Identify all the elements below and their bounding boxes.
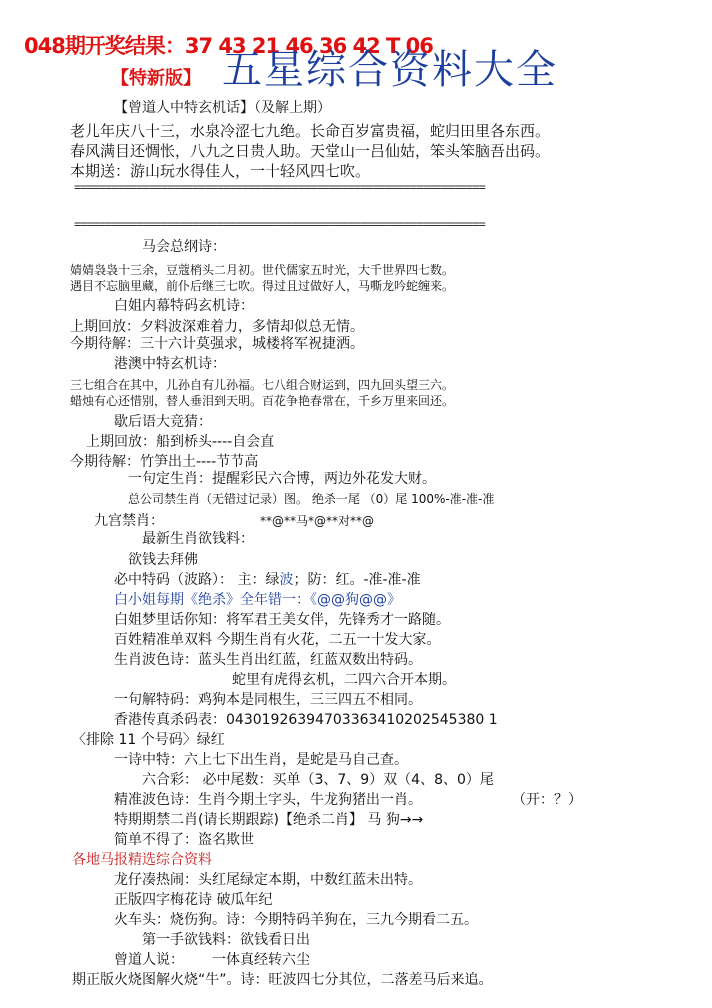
poem-line: 婧婧袅袅十三余，豆蔻梢头二月初。世代儒家五时光，大千世界四七数。	[70, 263, 455, 277]
text-line: 九宫禁肖：	[94, 513, 164, 529]
section-heading: 白姐内幕特码玄机诗：	[114, 298, 254, 314]
section-heading: 最新生肖欲钱料：	[142, 531, 254, 547]
edition-label: 【特新版】	[111, 68, 201, 89]
text-line	[114, 573, 421, 587]
poem-line: 本期送：游山玩水得佳人，一十轻风四七吹。	[70, 162, 371, 180]
text-line: 一句解特码：鸡狗本是同根生，三三四五不相同。	[114, 692, 422, 708]
text-line: 生肖波色诗：蓝头生肖出红蓝，红蓝双数出特码。	[114, 652, 422, 668]
text-line: 特期期禁二肖(请长期跟踪)【绝杀二肖】 马 狗→→	[114, 812, 424, 828]
text-line: 香港传真杀码表：04301926394703363410202545380 1	[114, 712, 498, 728]
text-line: （开：？）	[512, 792, 582, 808]
text-line: 一体真经转六尘	[212, 952, 310, 968]
section-heading: 歇后语大竞猜：	[114, 414, 212, 430]
section-heading: 【曾道人中特玄机话】（及解上期）	[114, 100, 331, 116]
poem-line: 遇目不忘脑里藏，前仆后继三七吹。得过且过做好人，马嘶龙吟蛇缠来。	[70, 279, 455, 293]
section-heading: 各地马报精选综合资料	[72, 852, 212, 868]
text-line: 期正版火烧图解火烧“牛”。诗：旺波四七分其位，二落差马后来追。	[72, 972, 493, 988]
text-line: 白小姐每期《绝杀》全年错一：《@@狗@@》	[114, 592, 401, 608]
text-line: 欲钱去拜佛	[128, 552, 198, 568]
text-line: 简单不得了：盗名欺世	[114, 832, 254, 848]
poem-line: 春风满目还惆怅，八九之日贵人助。天堂山一吕仙姑，笨头笨脑吾出码。	[70, 142, 551, 160]
poem-line: 三七组合在其中，儿孙自有儿孙福。七八组合财运到，四九回头望三六。	[70, 378, 455, 392]
poem-line: 老儿年庆八十三，水泉冷涩七九绝。长命百岁富贵福，蛇归田里各东西。	[70, 122, 551, 140]
text-line: 曾道人说：	[114, 952, 184, 968]
text-line: 龙仔凑热闹：头红尾绿定本期，中数红蓝未出特。	[114, 872, 422, 888]
text-line: 第一手欲钱料：欲钱看日出	[142, 932, 310, 948]
section-heading: 马会总纲诗：	[142, 239, 226, 255]
text-line: 今期待解：竹笋出土----节节高	[70, 454, 259, 470]
text-fragment: 波	[279, 572, 294, 588]
page-title: 五星综合资料大全	[222, 47, 558, 93]
separator: ==================================================================	[74, 218, 485, 230]
text-line: 总公司禁生肖（无错过记录）图。 绝杀一尾 （0）尾 100%-准-准-准	[128, 492, 495, 506]
text-line: 今期待解：三十六计莫强求，城楼将军祝捷洒。	[70, 336, 364, 352]
text-line: 蛇里有虎得玄机，二四六合开本期。	[232, 672, 456, 688]
text-line: 一句定生肖：提醒彩民六合博，两边外花发大财。	[128, 471, 436, 487]
draw-result-banner: 048期开奖结果：37 43 21 46 36 42 T 06	[24, 34, 433, 58]
text-line: 上期回放：夕料波深难着力，多情却似总无情。	[70, 319, 364, 335]
text-line: 一诗中特：六上七下出生肖，是蛇是马自己查。	[114, 752, 408, 768]
text-line: 六合彩： 必中尾数：买单（3、7、9）双（4、8、0）尾	[142, 772, 494, 788]
text-line: 白姐梦里话你知：将军君王美女伴，先锋秀才一路随。	[114, 612, 450, 628]
text-line: 正版四字梅花诗 破瓜年纪	[114, 892, 273, 908]
text-line: 火车头：烧伤狗。诗：今期特码羊狗在，三九今期看二五。	[114, 912, 478, 928]
section-heading: 港澳中特玄机诗：	[114, 356, 226, 372]
text-line: 精准波色诗：生肖今期土字头，牛龙狗猪出一肖。	[114, 792, 422, 808]
text-fragment: 必中特码（波路）： 主：绿	[114, 572, 280, 588]
text-line: 上期回放：船到桥头----自会直	[86, 434, 275, 450]
poem-line: 蜡烛有心还惜别，替人垂泪到天明。百花争艳春常在，千乡万里来回还。	[70, 394, 455, 408]
text-fragment: ；防：红。-准-准-准	[293, 572, 421, 588]
separator: ==================================================================	[74, 181, 485, 193]
text-line: 百姓精准单双料 今期生肖有火花，二五一十发大家。	[114, 632, 441, 648]
text-line: **@**马*@**对**@	[260, 514, 375, 528]
text-line: 〈排除 11 个号码〉绿红	[72, 732, 225, 748]
